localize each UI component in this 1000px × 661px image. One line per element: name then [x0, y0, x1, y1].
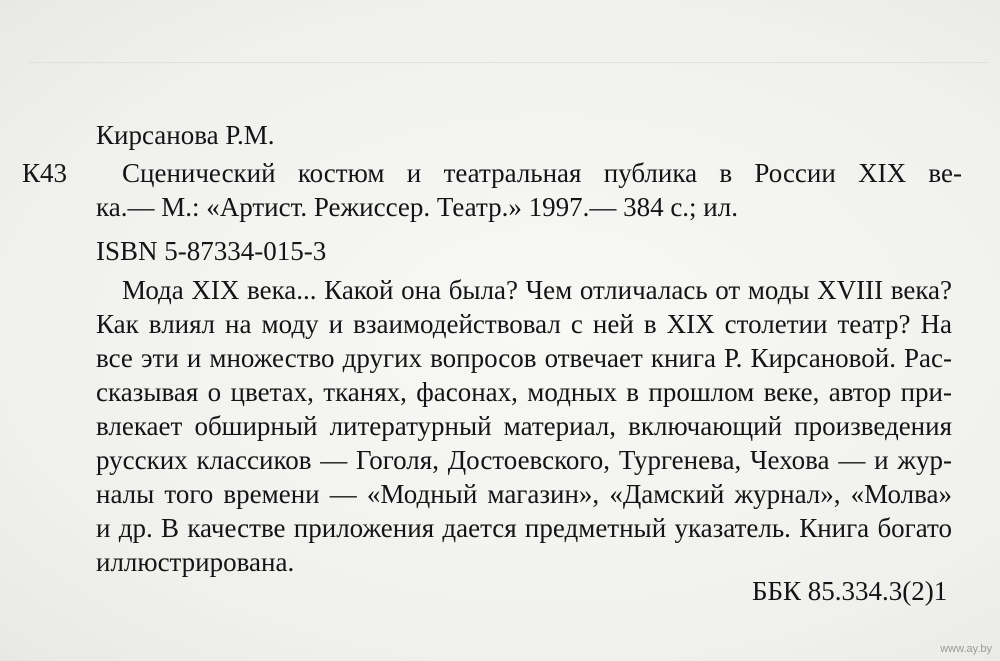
annotation-line-text: все эти и множество других вопросов отвечает книга Р. Кирсановой. Рас- — [96, 343, 952, 373]
annotation-line-text: налы того времени — «Модный магазин», «Дамский журнал», «Молва» — [96, 479, 952, 509]
annotation-line — [96, 479, 952, 509]
annotation-line-text: сказывая о цветах, тканях, фасонах, модных в прошлом веке, автор при- — [96, 377, 952, 407]
annotation-line-text: Как влиял на моду и взаимодействовал с ней в XIX столетии театр? На — [96, 309, 952, 339]
annotation-line — [96, 309, 952, 339]
annotation-line — [96, 513, 952, 543]
annotation-line — [96, 445, 952, 475]
annotation-line — [96, 343, 952, 373]
bbk-classification: ББК 85.334.3(2)1 — [752, 576, 948, 606]
annotation-line-text: и др. В качестве приложения дается предметный указатель. Книга богато — [96, 513, 952, 543]
annotation-line-text: влекает обширный литературный материал, включающий произведения — [96, 411, 952, 441]
bleed-through-rule — [28, 62, 988, 63]
annotation-line — [122, 275, 952, 305]
title-line-1 — [122, 158, 962, 188]
annotation-line-text: Мода XIX века... Какой она была? Чем отличалась от моды XVIII века? — [122, 275, 952, 305]
annotation-line — [96, 411, 952, 441]
title-line-1-text: Сценический костюм и театральная публика в России XIX ве- — [122, 158, 962, 188]
author-name: Кирсанова Р.М. — [96, 120, 275, 150]
watermark: www.ay.by — [940, 643, 992, 655]
annotation-line-text: русских классиков — Гоголя, Достоевского, Тургенева, Чехова — и жур- — [96, 445, 952, 475]
isbn: ISBN 5-87334-015-3 — [96, 236, 327, 266]
title-line-2: ка.— М.: «Артист. Режиссер. Театр.» 1997.— 384 с.; ил. — [96, 192, 738, 222]
catalog-code: К43 — [22, 158, 68, 188]
annotation-line: иллюстрирована. — [96, 547, 295, 577]
annotation-line — [96, 377, 952, 407]
